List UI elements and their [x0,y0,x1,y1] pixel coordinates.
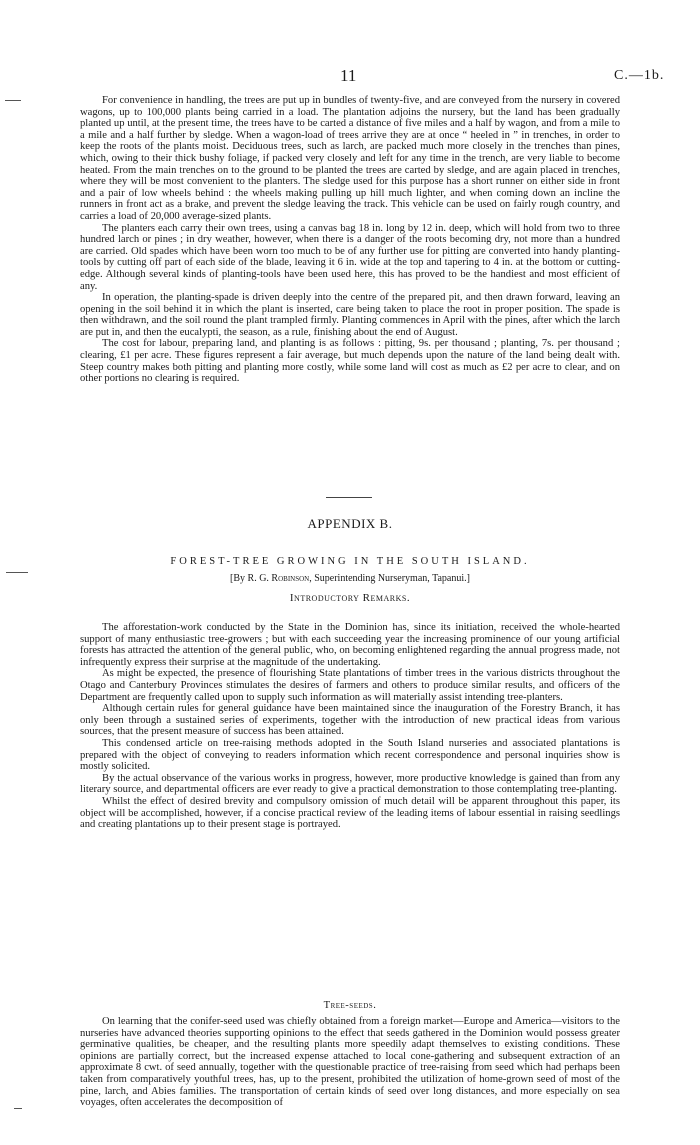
section-plantation-methods [80,95,620,385]
byline-open: [By [230,573,248,584]
paragraph: By the actual observance of the various works in progress, however, more productive knowledge is gained than from any literary source, and departmental officers are ever ready to give a practical demonstration to those contemplating tree-planting. [80,772,620,796]
appendix-title: APPENDIX B. [307,516,393,531]
paragraph: In operation, the planting-spade is driven deeply into the centre of the prepared pit, and then drawn forward, leaving an opening in the soil behind it in which the plant is inserted, care being taken to place the root in proper position. The spade is then withdrawn, and the soil round the plant trampled firmly. Planting commences in April with the pines, after which the larch are put in, and then the eucalypti, the season, as a rule, finishing about the end of August. [80,292,620,338]
paragraph: The planters each carry their own trees, using a canvas bag 18 in. long by 12 in. deep, which will hold from two to three hundred larch or pines ; in dry weather, however, when there is a danger of the roots becoming dry, not more than a hundred are carried. Old spades which have been worn too much to be of any further use for pitting are converted into handy planting-tools by cutting off part of each side of the blade, leaving it 6 in. wide at the top and tapering to 4 in. at the bottom or cutting-edge. Although several kinds of planting-tools have been used here, this has proved to be the handiest and most efficient of any. [80,222,620,292]
article-title: FOREST-TREE GROWING IN THE SOUTH ISLAND. [170,556,530,567]
margin-mark [5,100,21,101]
page-number: 11 [340,66,357,85]
tree-seeds-heading: Tree-seeds. [323,1000,377,1011]
section-divider [326,497,372,498]
paragraph: For convenience in handling, the trees are put up in bundles of twenty-five, and are conveyed from the nursery in covered wagons, up to 100,000 plants being carried in a load. The plantation adjoins the nursery, but the land has been gradually planted up until, at the present time, the trees have to be carted a distance of five miles and a half by wagon, and from a mile to a mile and a half further by sledge. When a wagon-load of trees arrive they are at once “ heeled in ” in trenches, in order to keep the roots of the plants moist. Deciduous trees, such as larch, are packed much more closely in the trenches than pines, which, owing to their thick bushy foliage, if packed very closely and left for any time in the trench, are very liable to become heated. From the main trenches on to the ground to be planted the trees are carted by sledge, and are again placed in trenches, where they will be most convenient to the planters. The sledge used for this purpose has a short runner on either side in front and a pair of low wheels behind : the wheels making pulling up hill much lighter, and when coming down an incline the runners in front act as a brake, and prevent the sledge leaving the track. This vehicle can be used on fairly rough country, and carries a load of 20,000 average-sized plants. [80,95,620,222]
paragraph: This condensed article on tree-raising methods adopted in the South Island nurseries and associated plantations is prepared with the object of conveying to readers information which recent correspondence and personal inquiries show is mostly solicited. [80,737,620,773]
paragraph: Whilst the effect of desired brevity and compulsory omission of much detail will be apparent throughout this paper, its object will be accomplished, however, if a concise practical review of the leading items of labour essential in raising seedlings and creating plantations up to their present stage is portrayed. [80,795,620,831]
byline [0,573,700,584]
byline-rest: , Superintending Nurseryman, Tapanui.] [309,573,470,584]
paragraph: The afforestation-work conducted by the State in the Dominion has, since its initiation, received the whole-hearted support of many enthusiastic tree-growers ; but with each succeeding year the increasing prominence of our young artificial forests has attracted the attention of the general public, who, on becoming enlightened regarding the annual progress made, not infrequently express their surprise at the magnitude of the undertaking. [80,622,620,668]
byline-author: R. G. Robinson [247,573,310,584]
paragraph: On learning that the conifer-seed used was chiefly obtained from a foreign market—Europe and America—visitors to the nurseries have advanced theories supporting opinions to the effect that seeds gathered in the Dominion would possess greater germinative qualities, be cheaper, and the resulting plants more speedily adapt themselves to existing conditions. These opinions are partially correct, but the increased expense attached to local cone-gathering and subsequent extraction of an approximate 8 cwt. of seed annually, together with the questionable practice of tree-raising from seed which had perhaps been taken from comparatively youthful trees, has, up to the present, prohibited the utilization of home-grown seed of most of the pine, larch, and Abies families. The transportation of certain kinds of seed over long distances, and more especially on sea voyages, often accelerates the decomposition of [80,1016,620,1109]
section-introductory-remarks [80,622,620,831]
margin-mark [14,1108,22,1109]
section-tree-seeds [80,1016,620,1109]
paragraph: Although certain rules for general guidance have been maintained since the inauguration of the Forestry Branch, it has only been through a sustained series of experiments, together with the introduction of new practical ideas from various sources, that the present measure of success has been attained. [80,703,620,738]
paragraph: As might be expected, the presence of flourishing State plantations of timber trees in the various districts throughout the Otago and Canterbury Provinces stimulates the desires of farmers and others to produce similar results, and officers of the Department are frequently called upon to supply such information as will materially assist intending tree-planters. [80,668,620,703]
paragraph: The cost for labour, preparing land, and planting is as follows : pitting, 9s. per thousand ; planting, 7s. per thousand ; clearing, £1 per acre. These figures represent a fair average, but much depends upon the nature of the land being dealt with. Steep country makes both pitting and planting more costly, while some land will cost as much as £2 per acre to clear, and on other portions no clearing is required. [80,338,620,385]
intro-heading: Introductory Remarks. [289,592,411,604]
series-reference: C.—1b. [614,68,665,83]
